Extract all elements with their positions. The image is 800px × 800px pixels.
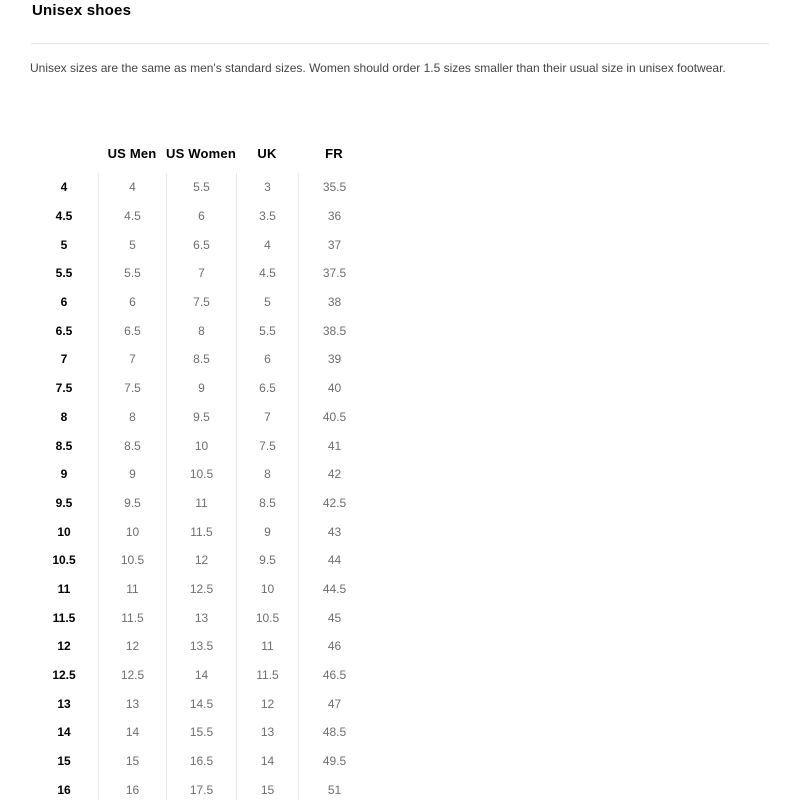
size-value-cell: 6 xyxy=(236,345,298,374)
size-value-cell: 9 xyxy=(98,460,166,489)
header-cell-uk: UK xyxy=(257,145,277,161)
size-value-cell: 4.5 xyxy=(98,202,166,231)
size-value-cell: 13 xyxy=(236,718,298,747)
size-value-cell: 5.5 xyxy=(166,173,236,202)
size-value-cell: 9.5 xyxy=(166,403,236,432)
size-value-cell: 4 xyxy=(98,173,166,202)
size-value-cell: 8.5 xyxy=(236,489,298,518)
size-value-cell: 15.5 xyxy=(166,718,236,747)
row-label-cell: 7 xyxy=(60,352,68,367)
size-value-cell: 7 xyxy=(236,403,298,432)
size-value-cell: 14 xyxy=(236,747,298,776)
size-value-cell: 15 xyxy=(98,747,166,776)
table-row xyxy=(30,173,370,202)
size-value-cell: 5 xyxy=(98,230,166,259)
size-value-cell: 11 xyxy=(236,632,298,661)
table-row xyxy=(30,316,370,345)
size-value-cell: 12 xyxy=(236,689,298,718)
row-label-cell: 12.5 xyxy=(52,668,76,683)
divider xyxy=(31,43,769,44)
size-value-cell: 7 xyxy=(166,259,236,288)
size-value-cell: 36 xyxy=(298,202,370,231)
size-value-cell: 46 xyxy=(298,632,370,661)
size-value-cell: 10.5 xyxy=(98,546,166,575)
header-cell-us-men: US Men xyxy=(107,145,157,161)
size-value-cell: 42 xyxy=(298,460,370,489)
size-value-cell: 3.5 xyxy=(236,202,298,231)
row-label-cell: 12 xyxy=(57,639,71,654)
size-value-cell: 7 xyxy=(98,345,166,374)
size-value-cell: 49.5 xyxy=(298,747,370,776)
table-row xyxy=(30,517,370,546)
size-value-cell: 13 xyxy=(98,689,166,718)
size-value-cell: 10 xyxy=(98,517,166,546)
row-label-cell: 11 xyxy=(57,581,71,596)
size-value-cell: 7.5 xyxy=(98,374,166,403)
size-value-cell: 8.5 xyxy=(166,345,236,374)
row-label-cell: 4 xyxy=(60,180,68,195)
size-value-cell: 6.5 xyxy=(166,230,236,259)
size-value-cell: 10.5 xyxy=(236,603,298,632)
size-value-cell: 8 xyxy=(166,316,236,345)
size-value-cell: 4 xyxy=(236,230,298,259)
row-label-cell: 7.5 xyxy=(55,381,73,396)
size-value-cell: 17.5 xyxy=(166,775,236,800)
table-header-row xyxy=(30,133,370,173)
size-value-cell: 9.5 xyxy=(236,546,298,575)
size-value-cell: 13 xyxy=(166,603,236,632)
size-value-cell: 12.5 xyxy=(166,575,236,604)
size-value-cell: 7.5 xyxy=(236,431,298,460)
table-row xyxy=(30,546,370,575)
size-value-cell: 37 xyxy=(298,230,370,259)
table-row xyxy=(30,345,370,374)
row-label-cell: 8.5 xyxy=(55,438,73,453)
row-label-cell: 13 xyxy=(57,696,71,711)
size-value-cell: 10.5 xyxy=(166,460,236,489)
size-value-cell: 42.5 xyxy=(298,489,370,518)
table-row xyxy=(30,460,370,489)
size-value-cell: 6.5 xyxy=(98,316,166,345)
size-value-cell: 11 xyxy=(98,575,166,604)
table-row xyxy=(30,718,370,747)
table-body xyxy=(30,173,370,800)
size-value-cell: 45 xyxy=(298,603,370,632)
table-row xyxy=(30,230,370,259)
size-value-cell: 11.5 xyxy=(166,517,236,546)
sizing-note-text: Unisex sizes are the same as men's standard sizes. Women should order 1.5 sizes smaller than their usual size in unisex footwear. xyxy=(30,61,726,75)
header-cell-us-women: US Women xyxy=(166,145,236,161)
size-value-cell: 9.5 xyxy=(98,489,166,518)
size-value-cell: 12.5 xyxy=(98,661,166,690)
size-value-cell: 44 xyxy=(298,546,370,575)
size-value-cell: 10 xyxy=(236,575,298,604)
size-value-cell: 14.5 xyxy=(166,689,236,718)
size-value-cell: 9 xyxy=(166,374,236,403)
size-value-cell: 44.5 xyxy=(298,575,370,604)
row-label-cell: 11.5 xyxy=(52,610,76,625)
page-title: Unisex shoes xyxy=(32,2,132,19)
header-cell-fr: FR xyxy=(325,145,343,161)
size-value-cell: 38.5 xyxy=(298,316,370,345)
size-value-cell: 8 xyxy=(98,403,166,432)
row-label-cell: 9.5 xyxy=(55,495,73,510)
size-value-cell: 14 xyxy=(98,718,166,747)
size-value-cell: 8 xyxy=(236,460,298,489)
size-value-cell: 6 xyxy=(166,202,236,231)
table-row xyxy=(30,689,370,718)
table-row xyxy=(30,575,370,604)
row-label-cell: 5 xyxy=(60,237,68,252)
row-label-cell: 15 xyxy=(57,754,71,769)
size-value-cell: 5.5 xyxy=(98,259,166,288)
table-row xyxy=(30,403,370,432)
row-label-cell: 14 xyxy=(57,725,71,740)
size-value-cell: 37.5 xyxy=(298,259,370,288)
size-value-cell: 11 xyxy=(166,489,236,518)
size-value-cell: 51 xyxy=(298,775,370,800)
row-label-cell: 6 xyxy=(60,295,68,310)
row-label-cell: 9 xyxy=(60,467,68,482)
table-row xyxy=(30,202,370,231)
size-value-cell: 48.5 xyxy=(298,718,370,747)
row-label-cell: 16 xyxy=(57,782,71,797)
table-row xyxy=(30,259,370,288)
table-row xyxy=(30,661,370,690)
row-label-cell: 6.5 xyxy=(55,323,73,338)
size-value-cell: 14 xyxy=(166,661,236,690)
table-row xyxy=(30,603,370,632)
size-value-cell: 7.5 xyxy=(166,288,236,317)
size-value-cell: 15 xyxy=(236,775,298,800)
row-label-cell: 10 xyxy=(57,524,71,539)
row-label-cell: 5.5 xyxy=(55,266,73,281)
size-table xyxy=(30,133,370,800)
size-value-cell: 39 xyxy=(298,345,370,374)
size-value-cell: 6 xyxy=(98,288,166,317)
size-value-cell: 43 xyxy=(298,517,370,546)
size-value-cell: 46.5 xyxy=(298,661,370,690)
size-value-cell: 40 xyxy=(298,374,370,403)
table-row xyxy=(30,374,370,403)
size-value-cell: 11.5 xyxy=(236,661,298,690)
size-value-cell: 4.5 xyxy=(236,259,298,288)
size-value-cell: 13.5 xyxy=(166,632,236,661)
size-value-cell: 16.5 xyxy=(166,747,236,776)
size-value-cell: 8.5 xyxy=(98,431,166,460)
table-row xyxy=(30,489,370,518)
size-value-cell: 9 xyxy=(236,517,298,546)
size-value-cell: 12 xyxy=(98,632,166,661)
size-value-cell: 5 xyxy=(236,288,298,317)
size-value-cell: 38 xyxy=(298,288,370,317)
table-row xyxy=(30,747,370,776)
row-label-cell: 4.5 xyxy=(55,209,73,224)
size-value-cell: 5.5 xyxy=(236,316,298,345)
size-value-cell: 16 xyxy=(98,775,166,800)
size-value-cell: 12 xyxy=(166,546,236,575)
row-label-cell: 8 xyxy=(60,409,68,424)
table-row xyxy=(30,775,370,800)
size-value-cell: 35.5 xyxy=(298,173,370,202)
table-row xyxy=(30,632,370,661)
table-row xyxy=(30,431,370,460)
size-value-cell: 3 xyxy=(236,173,298,202)
size-value-cell: 47 xyxy=(298,689,370,718)
size-value-cell: 40.5 xyxy=(298,403,370,432)
size-value-cell: 11.5 xyxy=(98,603,166,632)
row-label-cell: 10.5 xyxy=(52,553,76,568)
table-row xyxy=(30,288,370,317)
size-value-cell: 10 xyxy=(166,431,236,460)
size-value-cell: 41 xyxy=(298,431,370,460)
size-value-cell: 6.5 xyxy=(236,374,298,403)
